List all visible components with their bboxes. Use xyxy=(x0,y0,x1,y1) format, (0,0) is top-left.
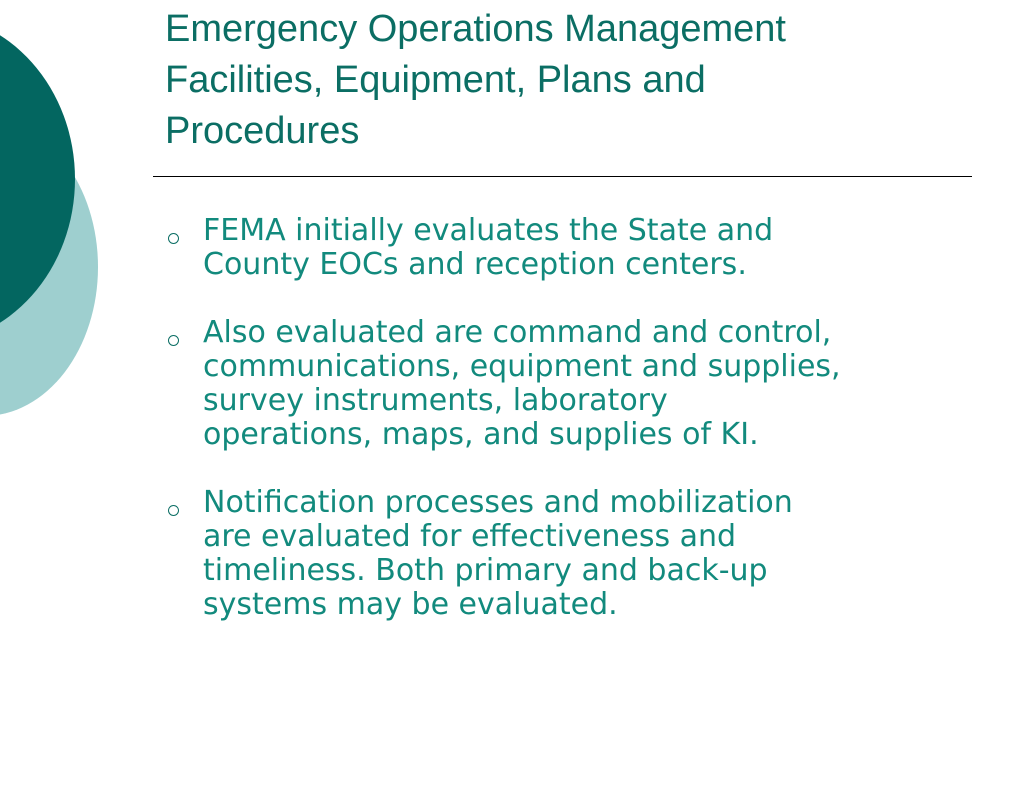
title-line: Procedures xyxy=(165,110,360,152)
bullet-line: Notification processes and mobilization xyxy=(203,485,793,520)
bullet-item xyxy=(165,214,985,282)
bullet-line: Also evaluated are command and control, xyxy=(203,315,832,350)
bullet-line: communications, equipment and supplies, xyxy=(203,349,841,384)
bullet-line: FEMA initially evaluates the State and xyxy=(203,213,774,248)
bullet-item xyxy=(165,316,985,452)
bullet-line: timeliness. Both primary and back-up xyxy=(203,553,768,588)
bullet-text xyxy=(203,214,985,282)
title-line: Facilities, Equipment, Plans and xyxy=(165,59,706,101)
bullet-list xyxy=(165,214,985,656)
bullet-line: operations, maps, and supplies of KI. xyxy=(203,417,759,452)
slide-title xyxy=(165,4,955,157)
bullet-line: are evaluated for effectiveness and xyxy=(203,519,737,554)
title-line: Emergency Operations Management xyxy=(165,8,786,50)
hollow-circle-bullet-icon xyxy=(168,335,179,346)
bullet-line: County EOCs and reception centers. xyxy=(203,247,747,282)
hollow-circle-bullet-icon xyxy=(168,505,179,516)
hollow-circle-bullet-icon xyxy=(168,233,179,244)
bullet-text xyxy=(203,316,985,452)
bullet-item xyxy=(165,486,985,622)
title-divider xyxy=(153,176,972,177)
bullet-text xyxy=(203,486,985,622)
bullet-line: survey instruments, laboratory xyxy=(203,383,668,418)
bullet-line: systems may be evaluated. xyxy=(203,587,618,622)
